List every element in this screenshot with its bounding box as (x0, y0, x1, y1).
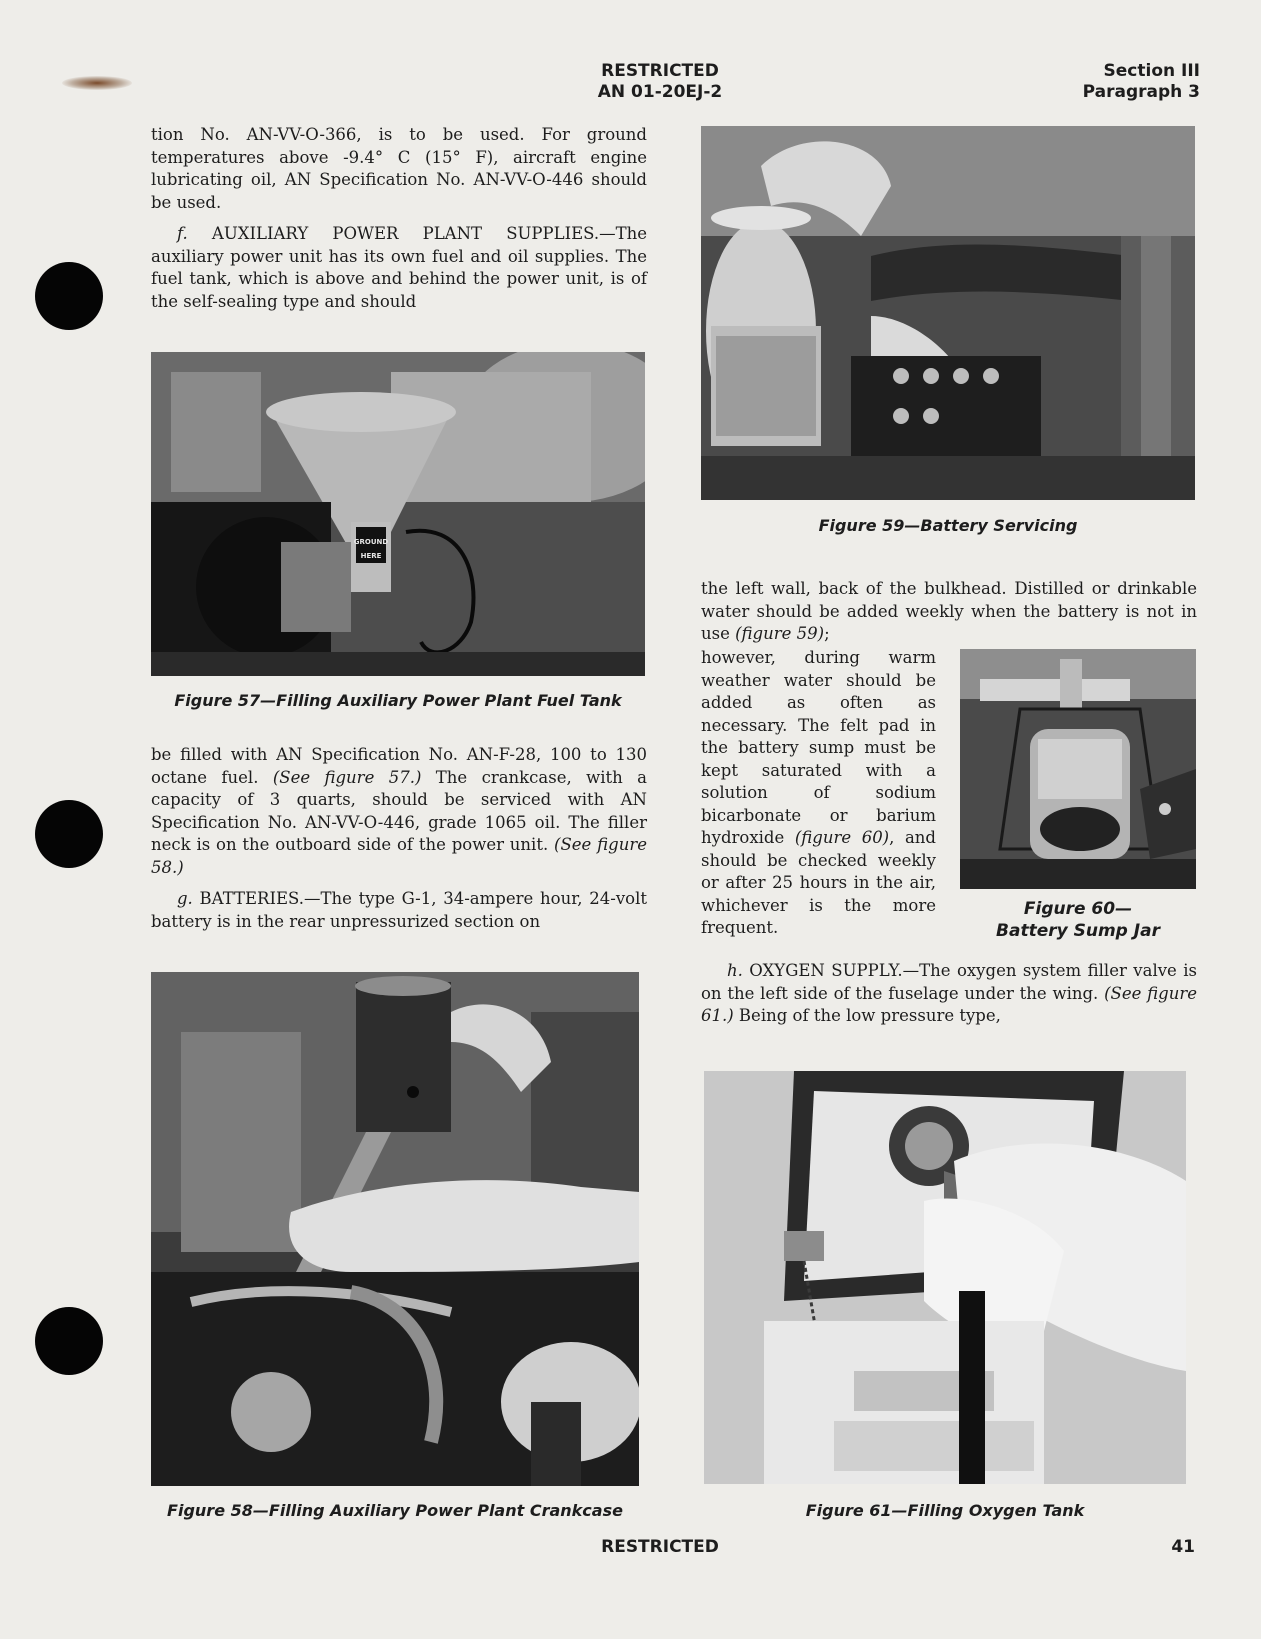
figure-61-photo (704, 1071, 1186, 1484)
paragraph-battery-water (701, 578, 1197, 646)
figure-59-reference: (figure 59) (735, 624, 825, 643)
figure-57-reference: (See figure 57.) (272, 767, 422, 787)
right-column-oxygen-text (701, 960, 1197, 1028)
footer-classification: RESTRICTED (601, 1537, 719, 1557)
paragraph-text: be filled with AN Specification No. AN-F-28, 100 to 130 octane fuel. (151, 745, 647, 787)
binder-hole-middle (35, 800, 103, 868)
figure-60-photo (960, 649, 1196, 889)
figure-59-photo (701, 126, 1195, 500)
figure-60-caption-line1: Figure 60— (1023, 899, 1133, 919)
figure-57-photo (151, 352, 645, 676)
paragraph-text: the left wall, back of the bulkhead. Distilled or drinkable water should be added weekly when the battery is not in use (701, 579, 1197, 643)
paragraph-text: ; (824, 624, 830, 643)
figure-61-reference: (See figure 61.) (701, 983, 1197, 1025)
subparagraph-letter: g. (177, 889, 193, 908)
figure-61-caption: Figure 61—Filling Oxygen Tank (805, 1501, 1085, 1520)
paragraph-text: BATTERIES.—The type G-1, 34-ampere hour, 24-volt battery is in the rear unpressurized section on (151, 889, 647, 931)
paragraph-oxygen-supply (701, 960, 1197, 1028)
page-number: 41 (1171, 1537, 1195, 1557)
paragraph-text: The crankcase, with a capacity of 3 quarts, should be serviced with AN Specification No. AN-VV-O-446, grade 1065 oil. The filler neck is on the outboard side of the power unit. (151, 767, 647, 854)
figure-57-caption: Figure 57—Filling Auxiliary Power Plant Fuel Tank (174, 691, 622, 710)
paragraph-text: AUXILIARY POWER PLANT SUPPLIES.—The auxiliary power unit has its own fuel and oil supplies. The fuel tank, which is above and behind the power unit, is of the self-sealing type and should (151, 224, 647, 311)
paragraph-text: OXYGEN SUPPLY.—The oxygen system filler valve is on the left side of the fuselage under the wing. (701, 961, 1197, 1003)
figure-58-caption: Figure 58—Filling Auxiliary Power Plant Crankcase (167, 1501, 623, 1520)
header-section: Section III (1103, 61, 1200, 81)
binder-hole-bottom (35, 1307, 103, 1375)
left-column-top-text (151, 124, 647, 322)
paragraph-lubricating-oil: tion No. AN-VV-O-366, is to be used. For ground temperatures above -9.4° C (15° F), aircraft engine lubricating oil, AN Specification No. AN-VV-O-446 should be used. (151, 125, 647, 212)
paragraph-text: however, during warm weather water should be added as often as necessary. The felt pad in the battery sump must be kept saturated with a solution of sodium bicarbonate or barium hydroxide (701, 648, 936, 847)
subparagraph-letter: h. (727, 961, 743, 980)
paragraph-fuel-and-crankcase (151, 744, 647, 879)
paragraph-text: Being of the low pressure type, (733, 1006, 1001, 1025)
figure-60-reference: (figure 60) (794, 828, 890, 847)
header-paragraph: Paragraph 3 (1082, 82, 1200, 102)
ground-here-sign-line1: GROUND (353, 538, 389, 546)
ground-here-sign-line2: HERE (360, 552, 382, 560)
ink-smudge (62, 76, 132, 90)
paragraph-batteries (151, 888, 647, 933)
header-classification: RESTRICTED (601, 61, 719, 81)
subparagraph-letter: f. (177, 224, 188, 243)
figure-58-reference: (See figure 58.) (151, 835, 647, 877)
binder-hole-top (35, 262, 103, 330)
figure-59-caption: Figure 59—Battery Servicing (818, 516, 1078, 535)
paragraph-text: , and should be checked weekly or after 25 hours in the air, whichever is the more frequent. (701, 828, 936, 937)
figure-60-caption-line2: Battery Sump Jar (996, 921, 1160, 941)
figure-58-photo (151, 972, 639, 1486)
right-column-top-text (701, 578, 1197, 646)
right-column-narrow-text (701, 647, 936, 940)
paragraph-battery-sump (701, 647, 936, 940)
left-column-middle-text (151, 744, 647, 942)
header-document-number: AN 01-20EJ-2 (597, 82, 723, 102)
paragraph-auxiliary-power-plant (151, 223, 647, 313)
